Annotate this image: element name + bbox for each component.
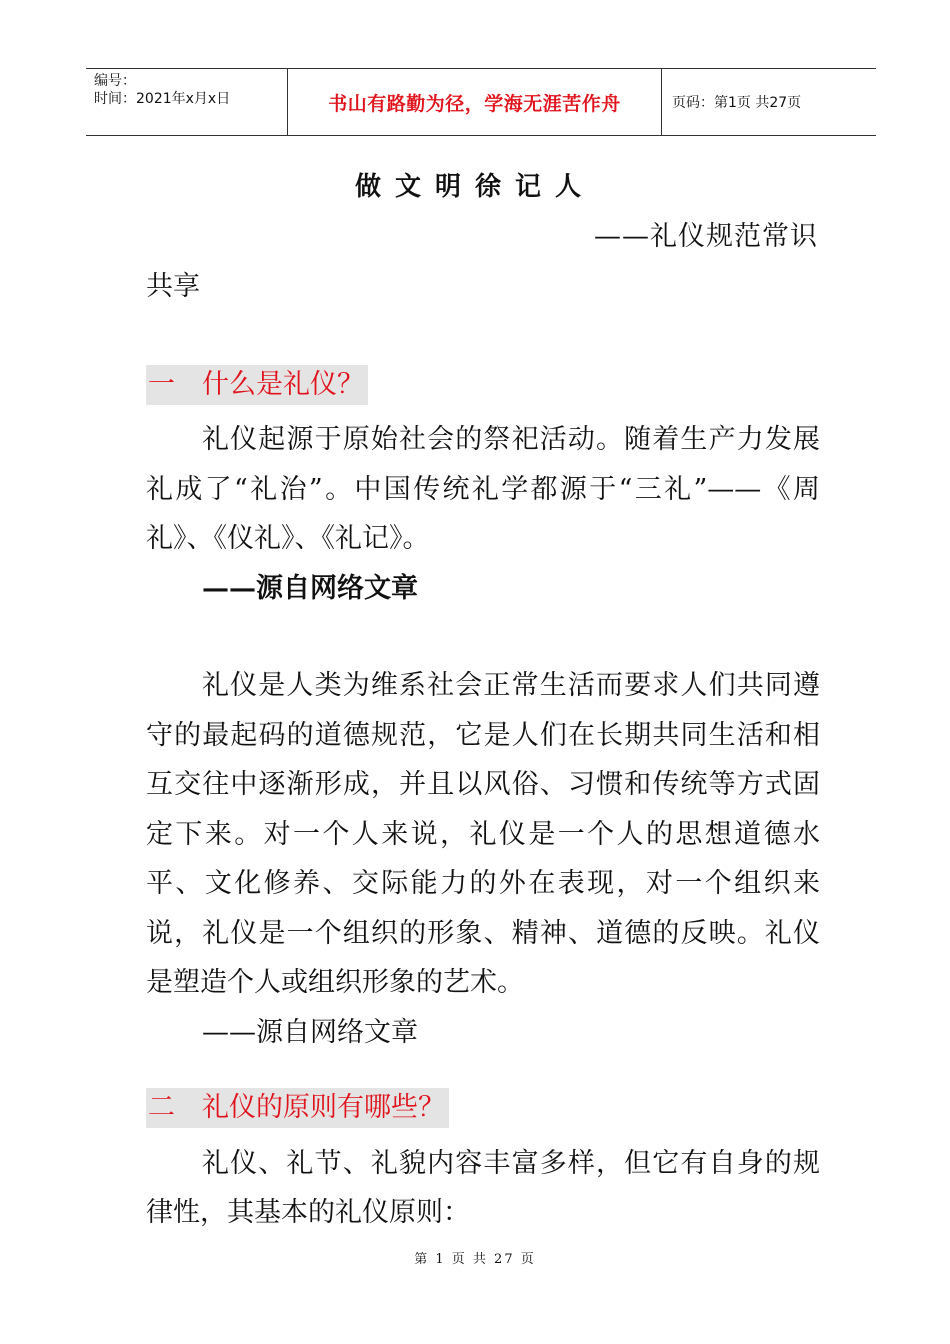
section-heading-2: 二 礼仪的原则有哪些？ [146,1088,449,1128]
time-label: 时间：2021年x月x日 [94,91,231,107]
header-motto-cell [288,69,662,135]
motto-text: 书山有路勤为径，学海无涯苦作舟 [328,92,621,115]
document-header [86,68,876,136]
document-subtitle: ——礼仪规范常识 [594,221,818,252]
section-2-paragraph-1: 礼仪、礼节、礼貌内容丰富多样，但它有自身的规律性，其基本的礼仪原则： [146,1147,820,1228]
section-1-paragraph-1: 礼仪起源于原始社会的祭祀活动。随着生产力发展礼成了“礼治”。中国传统礼学都源于“三礼”——《周礼》、《仪礼》、《礼记》。 [146,424,820,554]
section-heading-1: 一 什么是礼仪？ [146,365,368,405]
document-body [146,262,820,1238]
serial-label: 编号： [94,73,136,89]
section-1-source-1: ——源自网络文章 [202,572,418,604]
page-footer: 第 1 页 共 27 页 [414,1252,536,1267]
page-info: 页码：第1页 共27页 [672,95,802,111]
header-meta-cell [86,69,288,135]
header-page-cell [662,69,876,135]
section-1-source-2: ——源自网络文章 [202,1016,418,1048]
subtitle-wrap: 共享 [146,271,200,302]
document-title: 做文明徐记人 [354,172,595,202]
section-1-paragraph-2: 礼仪是人类为维系社会正常生活而要求人们共同遵守的最起码的道德规范，它是人们在长期共同生活和相互交往中逐渐形成，并且以风俗、习惯和传统等方式固定下来。对一个人来说，礼仪是一个人的思想道德水平、文化修养、交际能力的外在表现，对一个组织来说，礼仪是一个组织的形象、精神、道德的反映。礼仪是塑造个人或组织形象的艺术。 [146,670,820,998]
